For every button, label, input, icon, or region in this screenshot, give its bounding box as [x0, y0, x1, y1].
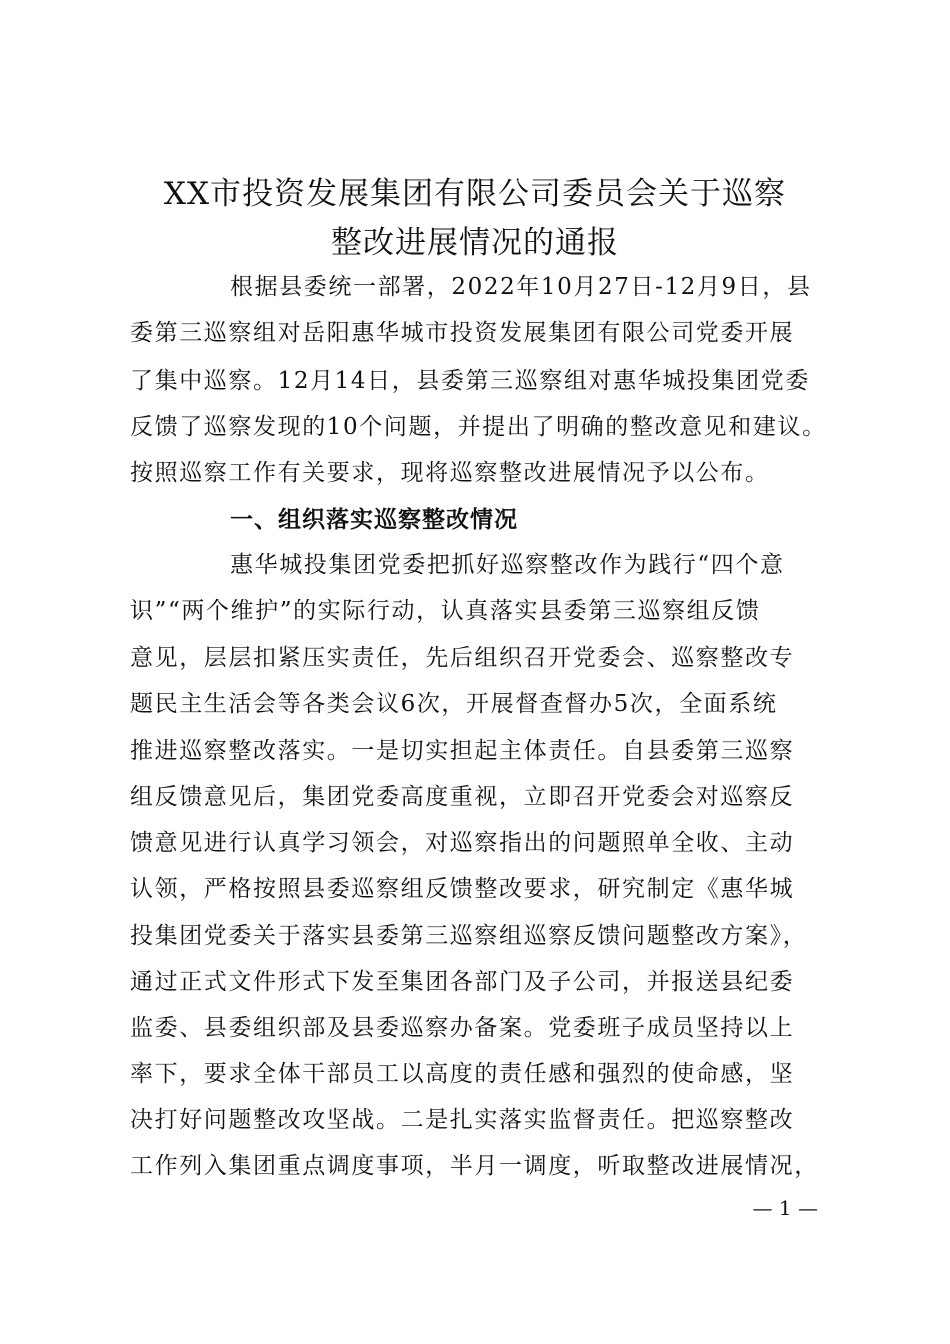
document-title-line-1: XX市投资发展集团有限公司委员会关于巡察 [163, 176, 787, 212]
intro-paragraph-line: 委第三巡察组对岳阳惠华城市投资发展集团有限公司党委开展 [130, 320, 795, 346]
section-paragraph-line: 认领，严格按照县委巡察组反馈整改要求，研究制定《惠华城 [130, 876, 795, 902]
section-paragraph-line: 识”“两个维护”的实际行动，认真落实县委第三巡察组反馈 [130, 598, 761, 624]
section-paragraph-line: 馈意见进行认真学习领会，对巡察指出的问题照单全收、主动 [130, 830, 795, 856]
section-paragraph-line: 投集团党委关于落实县委第三巡察组巡察反馈问题整改方案》， [130, 923, 808, 949]
intro-paragraph-line: 按照巡察工作有关要求，现将巡察整改进展情况予以公布。 [130, 460, 770, 486]
section-paragraph-line: 通过正式文件形式下发至集团各部门及子公司，并报送县纪委 [130, 969, 795, 995]
section-paragraph-line: 监委、县委组织部及县委巡察办备案。党委班子成员坚持以上 [130, 1015, 795, 1041]
section-paragraph-line: 工作列入集团重点调度事项，半月一调度，听取整改进展情况， [130, 1153, 819, 1179]
section-paragraph-line: 推进巡察整改落实。一是切实担起主体责任。自县委第三巡察 [130, 738, 795, 764]
section-heading: 一、组织落实巡察整改情况 [230, 507, 518, 533]
page-number: — 1 — [752, 1196, 818, 1220]
section-paragraph-line: 惠华城投集团党委把抓好巡察整改作为践行“四个意 [230, 552, 785, 578]
section-paragraph-line: 决打好问题整改攻坚战。二是扎实落实监督责任。把巡察整改 [130, 1107, 795, 1133]
section-paragraph-line: 率下，要求全体干部员工以高度的责任感和强烈的使命感，坚 [130, 1061, 795, 1087]
intro-paragraph-line: 反馈了巡察发现的10个问题，并提出了明确的整改意见和建议。 [130, 414, 827, 440]
intro-paragraph-line: 了集中巡察。12月14日，县委第三巡察组对惠华城投集团党委 [130, 368, 810, 394]
section-paragraph-line: 题民主生活会等各类会议6次，开展督查督办5次，全面系统 [130, 691, 778, 717]
document-title-line-2: 整改进展情况的通报 [331, 225, 619, 261]
intro-paragraph-line: 根据县委统一部署，2022年10月27日-12月9日，县 [230, 274, 812, 300]
section-paragraph-line: 意见，层层扣紧压实责任，先后组织召开党委会、巡察整改专 [130, 645, 795, 671]
section-paragraph-line: 组反馈意见后，集团党委高度重视，立即召开党委会对巡察反 [130, 784, 795, 810]
